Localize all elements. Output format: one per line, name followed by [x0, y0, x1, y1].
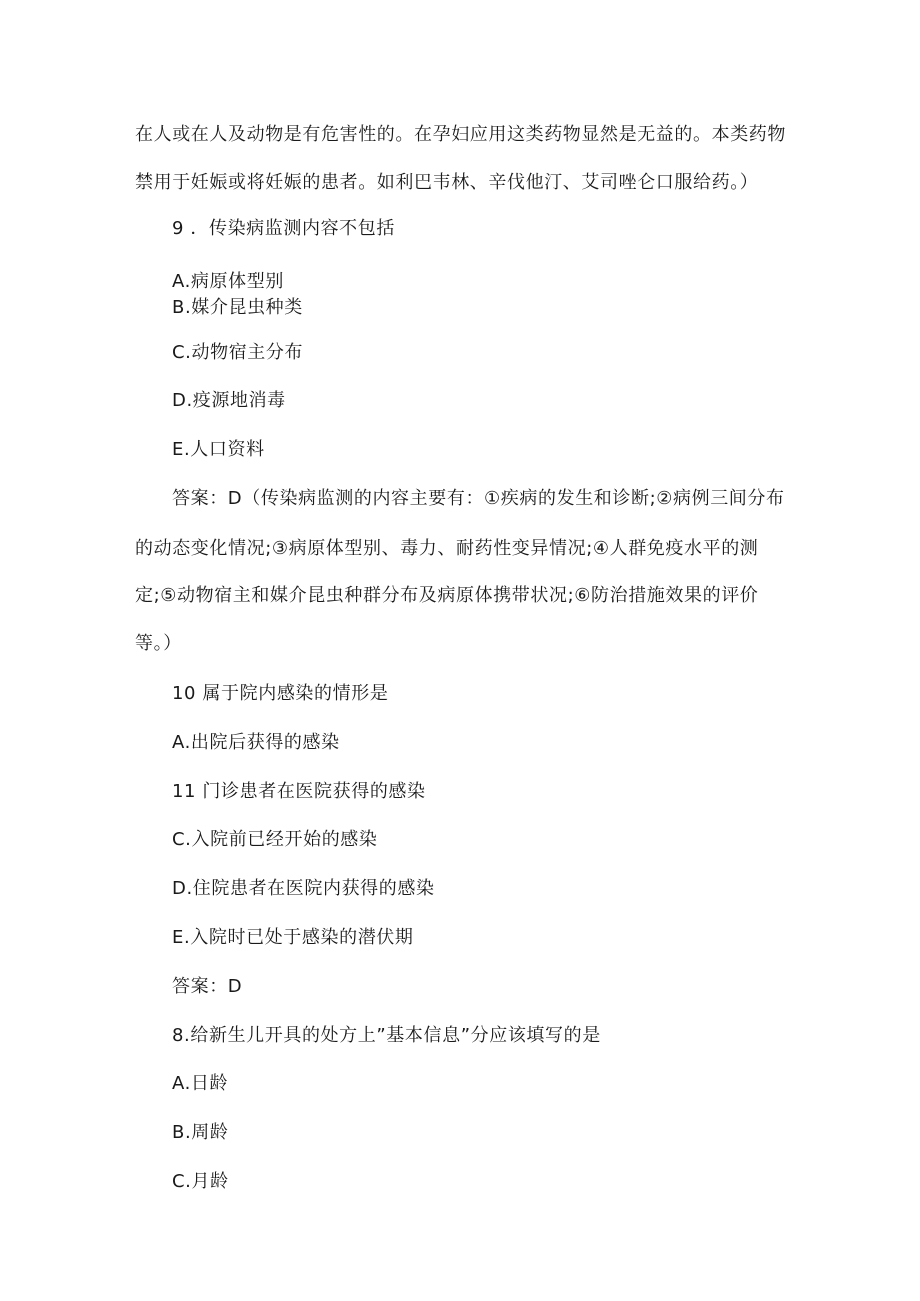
question-9-answer-line-2: 的动态变化情况;③病原体型别、毒力、耐药性变异情况;④人群免疫水平的测 — [135, 538, 759, 559]
question-8-option-b: B.周龄 — [172, 1122, 229, 1143]
question-9-option-e: E.人口资料 — [172, 439, 265, 460]
question-9-option-c: C.动物宿主分布 — [172, 342, 304, 363]
question-10-answer: 答案：D — [172, 976, 243, 997]
question-8-option-c: C.月龄 — [172, 1171, 229, 1192]
question-8-option-a: A.日龄 — [172, 1073, 229, 1094]
question-9-option-a: A.病原体型别 — [172, 271, 284, 292]
question-10-option-b: 11 门诊患者在医院获得的感染 — [172, 781, 426, 802]
question-10-option-e: E.入院时已处于感染的潜伏期 — [172, 927, 414, 948]
question-9-option-b: B.媒介昆虫种类 — [172, 297, 303, 318]
question-10-option-d: D.住院患者在医院内获得的感染 — [172, 878, 435, 899]
paragraph-continuation-line-1: 在人或在人及动物是有危害性的。在孕妇应用这类药物显然是无益的。本类药物 — [135, 124, 786, 145]
question-10-stem: 10 属于院内感染的情形是 — [172, 683, 389, 704]
paragraph-continuation-line-2: 禁用于妊娠或将妊娠的患者。如利巴韦林、辛伐他汀、艾司唑仑口服给药。） — [135, 172, 759, 193]
question-10-option-a: A.出院后获得的感染 — [172, 732, 340, 753]
question-9-stem: 9 ．传染病监测内容不包括 — [172, 218, 395, 239]
question-10-option-c: C.入院前已经开始的感染 — [172, 829, 378, 850]
question-9-option-d: D.疫源地消毒 — [172, 390, 286, 411]
question-8-stem: 8.给新生儿开具的处方上”基本信息”分应该填写的是 — [172, 1025, 601, 1046]
question-9-answer-line-1: 答案：D（传染病监测的内容主要有：①疾病的发生和诊断;②病例三间分布 — [172, 488, 785, 509]
question-9-answer-line-4: 等。） — [135, 633, 182, 654]
question-9-answer-line-3: 定;⑤动物宿主和媒介昆虫种群分布及病原体携带状况;⑥防治措施效果的评价 — [135, 585, 759, 606]
